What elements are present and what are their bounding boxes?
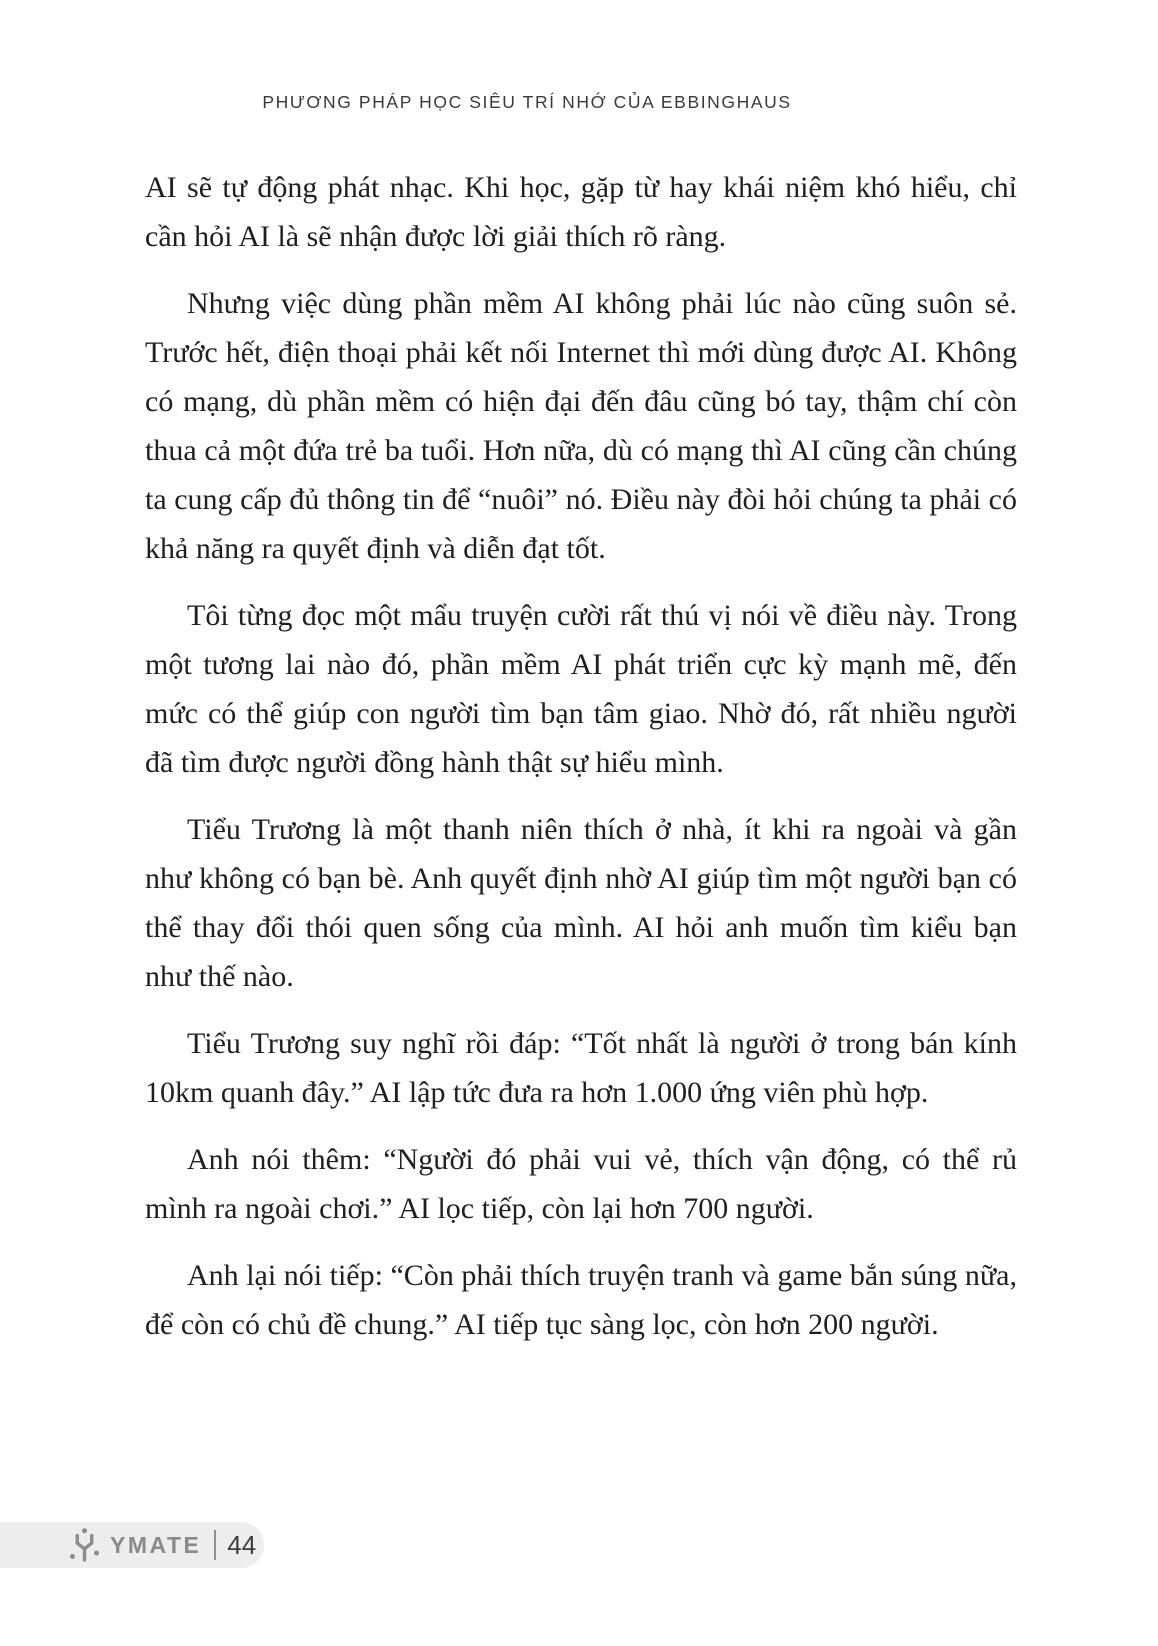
- brand-label: YMATE: [110, 1531, 202, 1558]
- body-text: [145, 163, 1017, 1367]
- footer-brand-pill: [0, 1522, 264, 1568]
- page-number: 44: [227, 1529, 257, 1560]
- body-paragraph: Tiểu Trương suy nghĩ rồi đáp: “Tốt nhất là người ở trong bán kính 10km quanh đây.” AI lập tức đưa ra hơn 1.000 ứng viên phù hợp.: [145, 1027, 1017, 1109]
- ymate-logo-icon: [68, 1527, 101, 1564]
- body-paragraph: AI sẽ tự động phát nhạc. Khi học, gặp từ hay khái niệm khó hiểu, chỉ cần hỏi AI là sẽ nhận được lời giải thích rõ ràng.: [145, 171, 1017, 253]
- body-paragraph: Tiểu Trương là một thanh niên thích ở nhà, ít khi ra ngoài và gần như không có bạn bè. Anh quyết định nhờ AI giúp tìm một người bạn có thể thay đổi thói quen sống của mình. AI hỏi anh muốn tìm kiểu bạn như thế nào.: [145, 813, 1017, 993]
- body-paragraph: Nhưng việc dùng phần mềm AI không phải lúc nào cũng suôn sẻ. Trước hết, điện thoại phải kết nối Internet thì mới dùng được AI. Không có mạng, dù phần mềm có hiện đại đến đâu cũng bó tay, thậm chí còn thua cả một đứa trẻ ba tuổi. Hơn nữa, dù có mạng thì AI cũng cần chúng ta cung cấp đủ thông tin để “nuôi” nó. Điều này đòi hỏi chúng ta phải có khả năng ra quyết định và diễn đạt tốt.: [145, 287, 1017, 565]
- footer-divider: [214, 1530, 216, 1560]
- body-paragraph: Tôi từng đọc một mẩu truyện cười rất thú vị nói về điều này. Trong một tương lai nào đó, phần mềm AI phát triển cực kỳ mạnh mẽ, đến mức có thể giúp con người tìm bạn tâm giao. Nhờ đó, rất nhiều người đã tìm được người đồng hành thật sự hiểu mình.: [145, 599, 1017, 779]
- running-header: PHƯƠNG PHÁP HỌC SIÊU TRÍ NHỚ CỦA EBBINGHAUS: [262, 92, 792, 112]
- body-paragraph: Anh nói thêm: “Người đó phải vui vẻ, thích vận động, có thể rủ mình ra ngoài chơi.” AI lọc tiếp, còn lại hơn 700 người.: [145, 1143, 1017, 1225]
- body-paragraph: Anh lại nói tiếp: “Còn phải thích truyện tranh và game bắn súng nữa, để còn có chủ đề chung.” AI tiếp tục sàng lọc, còn hơn 200 người.: [145, 1259, 1017, 1341]
